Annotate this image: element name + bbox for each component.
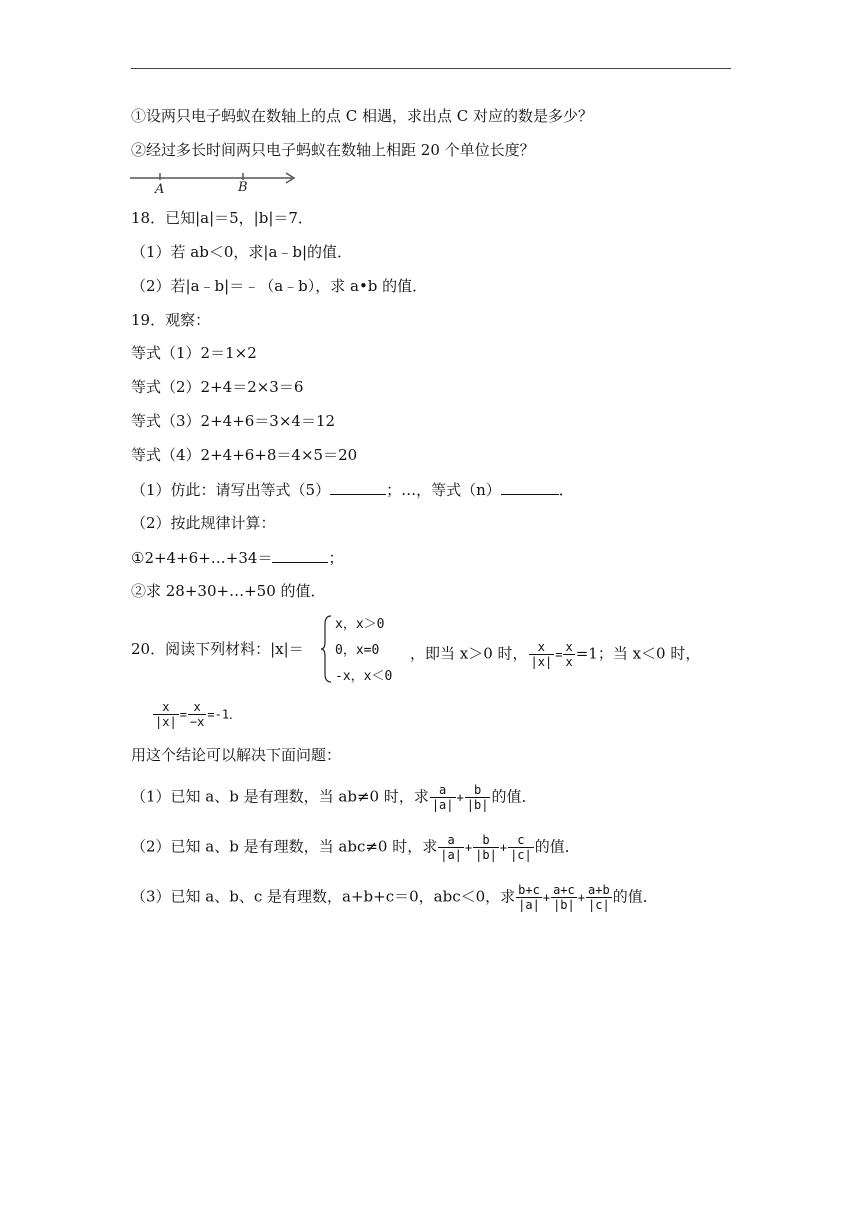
fraction-a-over-abs-a: $\frac{a}{|a|}$	[431, 783, 454, 812]
equation-4: 等式（4）2+4+6+8＝4×5＝20	[131, 446, 358, 464]
answer-blank-eqn[interactable]	[501, 480, 559, 495]
fraction-b-over-abs-b-2: $\frac{b}{|b|}$	[475, 833, 497, 862]
fraction-c-over-abs-c: $\frac{c}{|c|}$	[510, 833, 532, 862]
q19-part2-1-text: ①2+4+6+…+34＝	[131, 549, 273, 567]
q19-part1-text-a: （1）仿此：请写出等式（5）	[131, 481, 331, 499]
q20-mid-text: ，即当 x＞0 时，	[410, 644, 528, 663]
equation-3: 等式（3）2+4+6＝3×4＝12	[131, 412, 336, 430]
q20-part3: （3）已知 a、b、c 是有理数，a+b+c＝0，abc＜0，求 $\frac{b+c}{|a|}$ + $\frac{a+c}{|b|}$ + $\frac{a+b}{|c|}$ 的值．	[131, 883, 658, 912]
q19-part2-2: ②求 28+30+…+50 的值．	[131, 582, 326, 600]
q20-heading: 20．阅读下列材料：|x|＝	[131, 640, 304, 658]
point-a-label: A	[155, 182, 165, 196]
q18-part2: （2）若|a﹣b|＝﹣（a﹣b），求 a•b 的值．	[131, 277, 428, 295]
q20-use-text: 用这个结论可以解决下面问题：	[131, 746, 342, 764]
q20-part3-end: 的值．	[612, 887, 658, 906]
q20-part2-end: 的值．	[534, 837, 580, 856]
q20-part1-end: 的值．	[491, 787, 537, 806]
piecewise-case-zero: 0，x=0	[335, 643, 380, 658]
q20-part2-text: （2）已知 a、b 是有理数，当 abc≠0 时，求	[131, 837, 438, 856]
answer-blank-eq5[interactable]	[330, 480, 386, 495]
q20-material-text: ，即当 x＞0 时， $\frac{x}{|x|}$ = $\frac{x}{x}$ =1；当 x＜0 时，	[410, 640, 701, 669]
fraction-b-over-abs-b: $\frac{b}{|b|}$	[466, 783, 489, 812]
fraction-x-over-neg-x: $\frac{x}{-x}$	[189, 700, 205, 729]
q17-part2: ②经过多长时间两只电子蚂蚁在数轴上相距 20 个单位长度？	[131, 141, 535, 159]
q19-part1-text-c: ．	[558, 481, 574, 499]
equation-2: 等式（2）2+4＝2×3＝6	[131, 378, 304, 396]
q19-part1-text-b: ；…，等式（n）	[386, 481, 501, 499]
answer-blank-sum[interactable]	[272, 548, 328, 563]
q20-eq2-text: =-1．	[207, 707, 242, 722]
q20-part1: （1）已知 a、b 是有理数，当 ab≠0 时，求 $\frac{a}{|a|}$ + $\frac{b}{|b|}$ 的值．	[131, 783, 537, 812]
q19-part2: （2）按此规律计算：	[131, 514, 276, 532]
header-rule	[131, 68, 731, 69]
q19-part1	[131, 480, 574, 499]
equation-1: 等式（1）2＝1×2	[131, 344, 257, 362]
point-b-label: B	[238, 180, 248, 195]
q19-heading: 19．观察：	[131, 311, 211, 329]
fraction-ac-over-abs-b: $\frac{a+c}{|b|}$	[553, 883, 575, 912]
q18-heading: 18．已知|a|＝5，|b|＝7．	[131, 209, 313, 227]
fraction-ab-over-abs-c: $\frac{a+b}{|c|}$	[588, 883, 610, 912]
number-line	[128, 168, 300, 196]
piecewise-brace	[321, 614, 333, 684]
q19-part2-1-end: ；	[328, 549, 344, 567]
q20-part1-text: （1）已知 a、b 是有理数，当 ab≠0 时，求	[131, 787, 429, 806]
q20-negative-case: $\frac{x}{|x|}$ = $\frac{x}{-x}$ =-1．	[155, 700, 242, 729]
q18-part1: （1）若 ab＜0，求|a﹣b|的值．	[131, 243, 353, 261]
fraction-a-over-abs-a-2: $\frac{a}{|a|}$	[440, 833, 462, 862]
q20-eq1-text: =1；当 x＜0 时，	[575, 644, 701, 663]
fraction-x-over-x: $\frac{x}{x}$	[565, 640, 573, 669]
piecewise-case-positive: x，x＞0	[335, 617, 385, 632]
q20-part2: （2）已知 a、b 是有理数，当 abc≠0 时，求 $\frac{a}{|a|}$ + $\frac{b}{|b|}$ + $\frac{c}{|c|}$ 的值．	[131, 833, 580, 862]
fraction-x-over-abs-x: $\frac{x}{|x|}$	[530, 640, 553, 669]
q19-part2-1	[131, 548, 343, 567]
q20-part3-text: （3）已知 a、b、c 是有理数，a+b+c＝0，abc＜0，求	[131, 887, 516, 906]
piecewise-case-negative: -x，x＜0	[335, 669, 393, 684]
fraction-x-over-abs-x-2: $\frac{x}{|x|}$	[155, 700, 177, 729]
fraction-bc-over-abs-a: $\frac{b+c}{|a|}$	[518, 883, 540, 912]
q17-part1: ①设两只电子蚂蚁在数轴上的点 C 相遇，求出点 C 对应的数是多少？	[131, 107, 594, 125]
